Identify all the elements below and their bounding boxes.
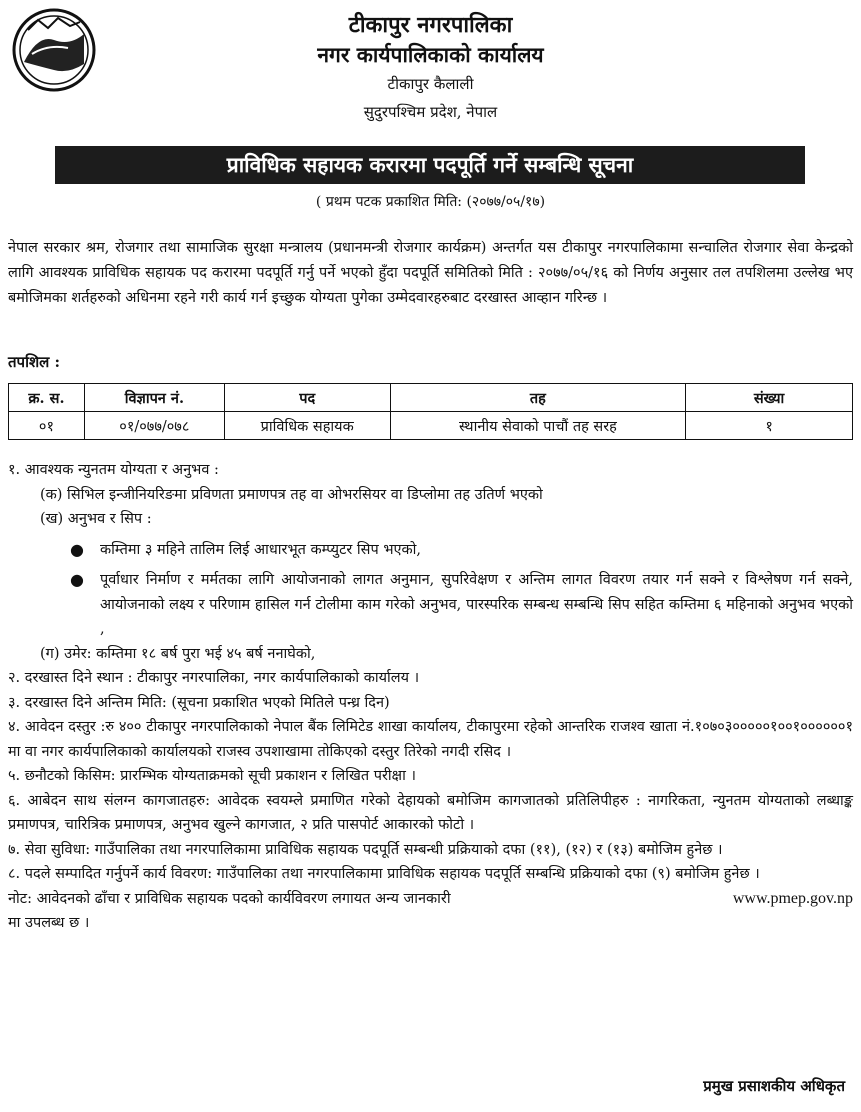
item-job-description: ८. पदले सम्पादित गर्नुपर्ने कार्य विवरण: गाउँपालिका तथा नगरपालिकामा प्राविधिक सहायक पदपूर्ति सम्बन्धि प्रक्रियाको दफा (९) बमोजिम हुनेछ । [8, 866, 760, 882]
table-row [9, 412, 853, 440]
header-sn: क्र. स. [9, 384, 85, 412]
signature: प्रमुख प्रसाशकीय अधिकृत [703, 1077, 845, 1095]
header-ad-number: विज्ञापन नं. [84, 384, 224, 412]
office-name: नगर कार्यपालिकाको कार्यालय [317, 42, 544, 67]
cell-ad-number: ०१/०७७/०७८ [84, 412, 224, 440]
notice-title: प्राविधिक सहायक करारमा पदपूर्ति गर्ने सम्बन्धि सूचना [55, 146, 805, 184]
cell-count: १ [686, 412, 853, 440]
item-documents: ६. आबेदन साथ संलग्न कागजातहरु: आवेदक स्वयम्ले प्रमाणित गरेको देहायको बमोजिम कागजातको प्रतिलिपीहरु : नागरिकता, न्युनतम योग्यताको लब्धाङ्क प्रमाणपत्र, चारित्रिक प्रमाणपत्र, अनुभव खुल्ने कागजात, २ प्रति पासपोर्ट आकारको फोटो । [8, 792, 853, 833]
table-header-row [9, 384, 853, 412]
item-benefits: ७. सेवा सुविधा: गाउँपालिका तथा नगरपालिकामा प्राविधिक सहायक पदपूर्ति सम्बन्धी प्रक्रियाको दफा (११), (१२) र (१३) बमोजिम हुनेछ । [8, 841, 723, 858]
province-line: सुदुरपश्चिम प्रदेश, नेपाल [363, 103, 498, 121]
list-item [8, 538, 853, 563]
note-text: नोट: आवेदनको ढाँचा र प्राविधिक सहायक पदको कार्यविवरण लगायत अन्य जानकारी [8, 890, 451, 907]
bullet-text-1: कम्तिमा ३ महिने तालिम लिई आधारभूत कम्प्युटर सिप भएको, [100, 541, 422, 558]
cell-post: प्राविधिक सहायक [224, 412, 390, 440]
bullet-icon: ● [70, 539, 84, 559]
published-date: ( प्रथम पटक प्रकाशित मिति: (२०७७/०५/१७) [315, 194, 546, 210]
municipality-name: टीकापुर नगरपालिका [348, 12, 513, 38]
vacancy-table [8, 383, 853, 440]
item-qualification: १. आवश्यक न्युनतम योग्यता र अनुभव : [8, 462, 219, 478]
item-application-place: २. दरखास्त दिने स्थान : टीकापुर नगरपालिका, नगर कार्यपालिकाको कार्यालय । [8, 670, 420, 686]
cell-sn: ०१ [9, 412, 85, 440]
note-url: www.pmep.gov.np [732, 889, 853, 907]
list-item [8, 568, 853, 642]
details-label: तपशिल : [8, 353, 61, 371]
note [8, 887, 853, 936]
item-qualification-c: (ग) उमेर: कम्तिमा १८ बर्ष पुरा भई ४५ बर्ष ननाघेको, [40, 645, 316, 662]
item-fee: ४. आवेदन दस्तुर :रु ४०० टीकापुर नगरपालिकाको नेपाल बैंक लिमिटेड शाखा कार्यालय, टीकापुरमा रहेको आन्तरिक राजश्व खाता नं.१०७०३०००००१००१००००००१ मा वा नगर कार्यपालिकाको कार्यालयको राजस्व उपशाखामा तोकिएको दस्तुर तिरेको नगदी रसिद । [8, 719, 853, 760]
item-selection: ५. छनौटको किसिम: प्रारम्भिक योग्यताक्रमको सूची प्रकाशन र लिखित परीक्षा । [8, 768, 416, 784]
header-level: तह [390, 384, 686, 412]
cell-level: स्थानीय सेवाको पाचौं तह सरह [390, 412, 686, 440]
office-header [0, 6, 861, 126]
item-qualification-a: (क) सिभिल इन्जीनियरिङमा प्रविणता प्रमाणपत्र तह वा ओभरसियर वा डिप्लोमा तह उतिर्ण भएको [40, 486, 543, 503]
notice-body [8, 458, 853, 936]
bullet-icon: ● [70, 570, 84, 589]
item-deadline: ३. दरखास्त दिने अन्तिम मिति: (सूचना प्रकाशित भएको मितिले पन्ध्र दिन) [8, 694, 390, 711]
note-end: मा उपलब्ध छ । [8, 915, 90, 931]
header-post: पद [224, 384, 390, 412]
bullet-text-2: पूर्वाधार निर्माण र मर्मतका लागि आयोजनाको लागत अनुमान, सुपरिवेक्षण र अन्तिम लागत विवरण तयार गर्न सक्ने र विश्लेषण गर्न सक्ने, आयोजनाको लक्ष्य र परिणाम हासिल गर्न टोलीमा काम गरेको अनुभव, पारस्परिक सम्बन्ध सम्बन्धि सिप सहित कम्तिमा ६ महिनाको अनुभव भएको , [100, 572, 853, 637]
header-count: संख्या [686, 384, 853, 412]
office-location: टीकापुर कैलाली [387, 75, 474, 93]
intro-paragraph: नेपाल सरकार श्रम, रोजगार तथा सामाजिक सुरक्षा मन्त्रालय (प्रधानमन्त्री रोजगार कार्यक्रम) अन्तर्गत यस टीकापुर नगरपालिकामा सन्चालित रोजगार सेवा केन्द्रको लागि आवश्यक प्राविधिक सहायक पद करारमा पदपूर्ति गर्नु पर्ने भएको हुँदा पदपूर्ति समितिको मिति : २०७७/०५/१६ को निर्णय अनुसार तल तपशिलमा उल्लेख भए बमोजिमका शर्तहरुको अधिनमा रहने गरी कार्य गर्न इच्छुक योग्यता पुगेका उम्मेदवारहरुबाट दरखास्त आव्हान गरिन्छ । [8, 240, 853, 306]
item-qualification-b: (ख) अनुभव र सिप : [40, 511, 152, 527]
